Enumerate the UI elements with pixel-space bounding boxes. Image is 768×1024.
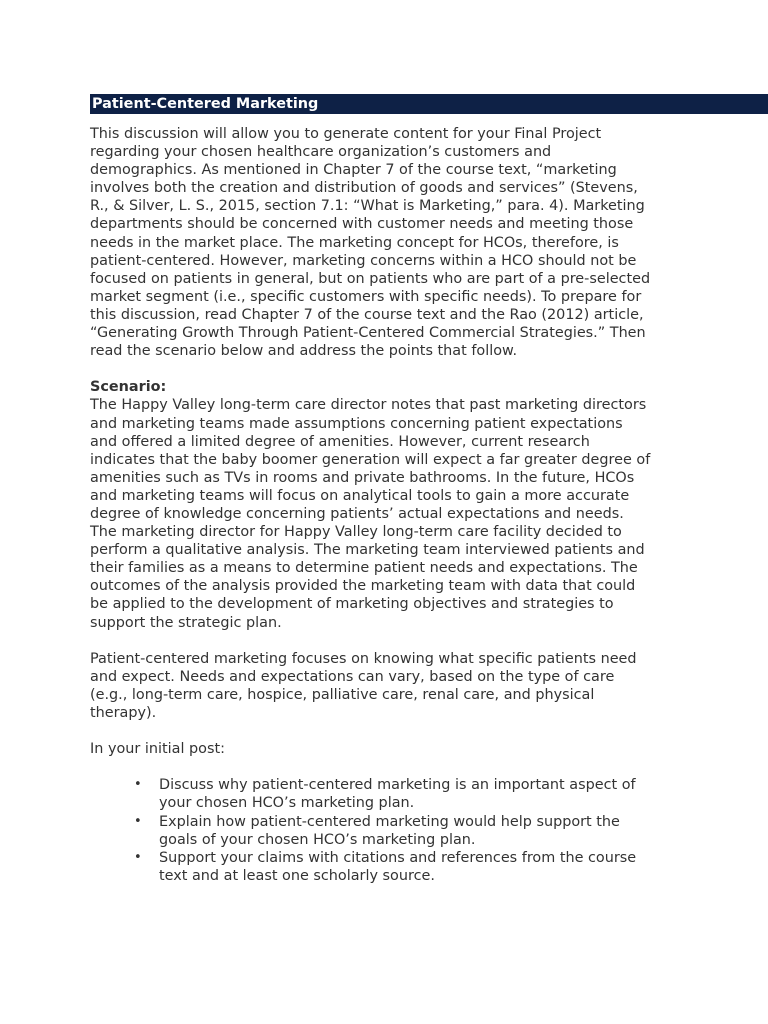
focus-line: and expect. Needs and expectations can vary, based on the type of care xyxy=(90,668,615,685)
scenario-line: amenities such as TVs in rooms and private bathrooms. In the future, HCOs xyxy=(90,469,635,486)
focus-paragraph xyxy=(90,650,768,722)
intro-line: read the scenario below and address the points that follow. xyxy=(90,343,518,360)
intro-line: patient-centered. However, marketing concerns within a HCO should not be xyxy=(90,252,637,269)
section-title: Patient-Centered Marketing xyxy=(92,96,319,112)
intro-line: this discussion, read Chapter 7 of the course text and the Rao (2012) article, xyxy=(90,306,644,323)
scenario-section xyxy=(90,378,768,631)
intro-line: R., & Silver, L. S., 2015, section 7.1: “What is Marketing,” para. 4). Marketing xyxy=(90,198,645,215)
scenario-heading: Scenario: xyxy=(90,379,167,396)
scenario-line: be applied to the development of marketing objectives and strategies to xyxy=(90,596,614,613)
scenario-line: indicates that the baby boomer generation will expect a far greater degree of xyxy=(90,451,651,468)
document-body xyxy=(90,125,768,885)
scenario-line: degree of knowledge concerning patients’ actual expectations and needs. xyxy=(90,505,624,522)
list-item-line: text and at least one scholarly source. xyxy=(159,867,435,884)
intro-line: demographics. As mentioned in Chapter 7 of the course text, “marketing xyxy=(90,162,617,179)
list-item-line: goals of your chosen HCO’s marketing plan. xyxy=(159,831,476,848)
focus-line: Patient-centered marketing focuses on knowing what specific patients need xyxy=(90,650,637,667)
paragraph-spacer xyxy=(90,758,768,776)
intro-line: “Generating Growth Through Patient-Centered Commercial Strategies.” Then xyxy=(90,325,646,342)
list-item-line: your chosen HCO’s marketing plan. xyxy=(159,795,415,812)
section-header-bar xyxy=(90,94,768,114)
scenario-line: and offered a limited degree of amenities. However, current research xyxy=(90,433,590,450)
list-item xyxy=(90,849,768,885)
list-item xyxy=(90,776,768,812)
list-item-line: Explain how patient-centered marketing would help support the xyxy=(159,813,620,830)
paragraph-spacer xyxy=(90,632,768,650)
bullet-icon: • xyxy=(134,813,142,829)
paragraph-spacer xyxy=(90,722,768,740)
bullet-icon: • xyxy=(134,777,142,793)
scenario-line: outcomes of the analysis provided the marketing team with data that could xyxy=(90,578,636,595)
intro-line: departments should be concerned with customer needs and meeting those xyxy=(90,216,634,233)
focus-line: (e.g., long-term care, hospice, palliative care, renal care, and physical xyxy=(90,686,595,703)
intro-line: focused on patients in general, but on patients who are part of a pre-selected xyxy=(90,270,651,287)
scenario-line: their families as a means to determine patient needs and expectations. The xyxy=(90,560,638,577)
list-item-line: Support your claims with citations and references from the course xyxy=(159,849,637,866)
intro-line: market segment (i.e., specific customers with specific needs). To prepare for xyxy=(90,288,642,305)
requirements-list xyxy=(90,776,768,885)
list-item xyxy=(90,813,768,849)
scenario-line: and marketing teams will focus on analytical tools to gain a more accurate xyxy=(90,487,630,504)
scenario-line: The Happy Valley long-term care director notes that past marketing directors xyxy=(90,397,647,414)
bullet-icon: • xyxy=(134,849,142,865)
intro-line: involves both the creation and distribution of goods and services” (Stevens, xyxy=(90,180,638,197)
scenario-line: perform a qualitative analysis. The marketing team interviewed patients and xyxy=(90,542,645,559)
focus-line: therapy). xyxy=(90,705,157,721)
intro-paragraph xyxy=(90,125,768,360)
list-item-line: Discuss why patient-centered marketing is an important aspect of xyxy=(159,777,636,794)
scenario-line: support the strategic plan. xyxy=(90,614,282,631)
intro-line: regarding your chosen healthcare organization’s customers and xyxy=(90,144,552,161)
scenario-line: and marketing teams made assumptions concerning patient expectations xyxy=(90,415,623,432)
paragraph-spacer xyxy=(90,360,768,378)
initial-post-label: In your initial post: xyxy=(90,741,225,758)
intro-line: This discussion will allow you to generate content for your Final Project xyxy=(90,126,602,142)
intro-line: needs in the market place. The marketing concept for HCOs, therefore, is xyxy=(90,234,619,251)
scenario-line: The marketing director for Happy Valley long-term care facility decided to xyxy=(90,524,622,541)
